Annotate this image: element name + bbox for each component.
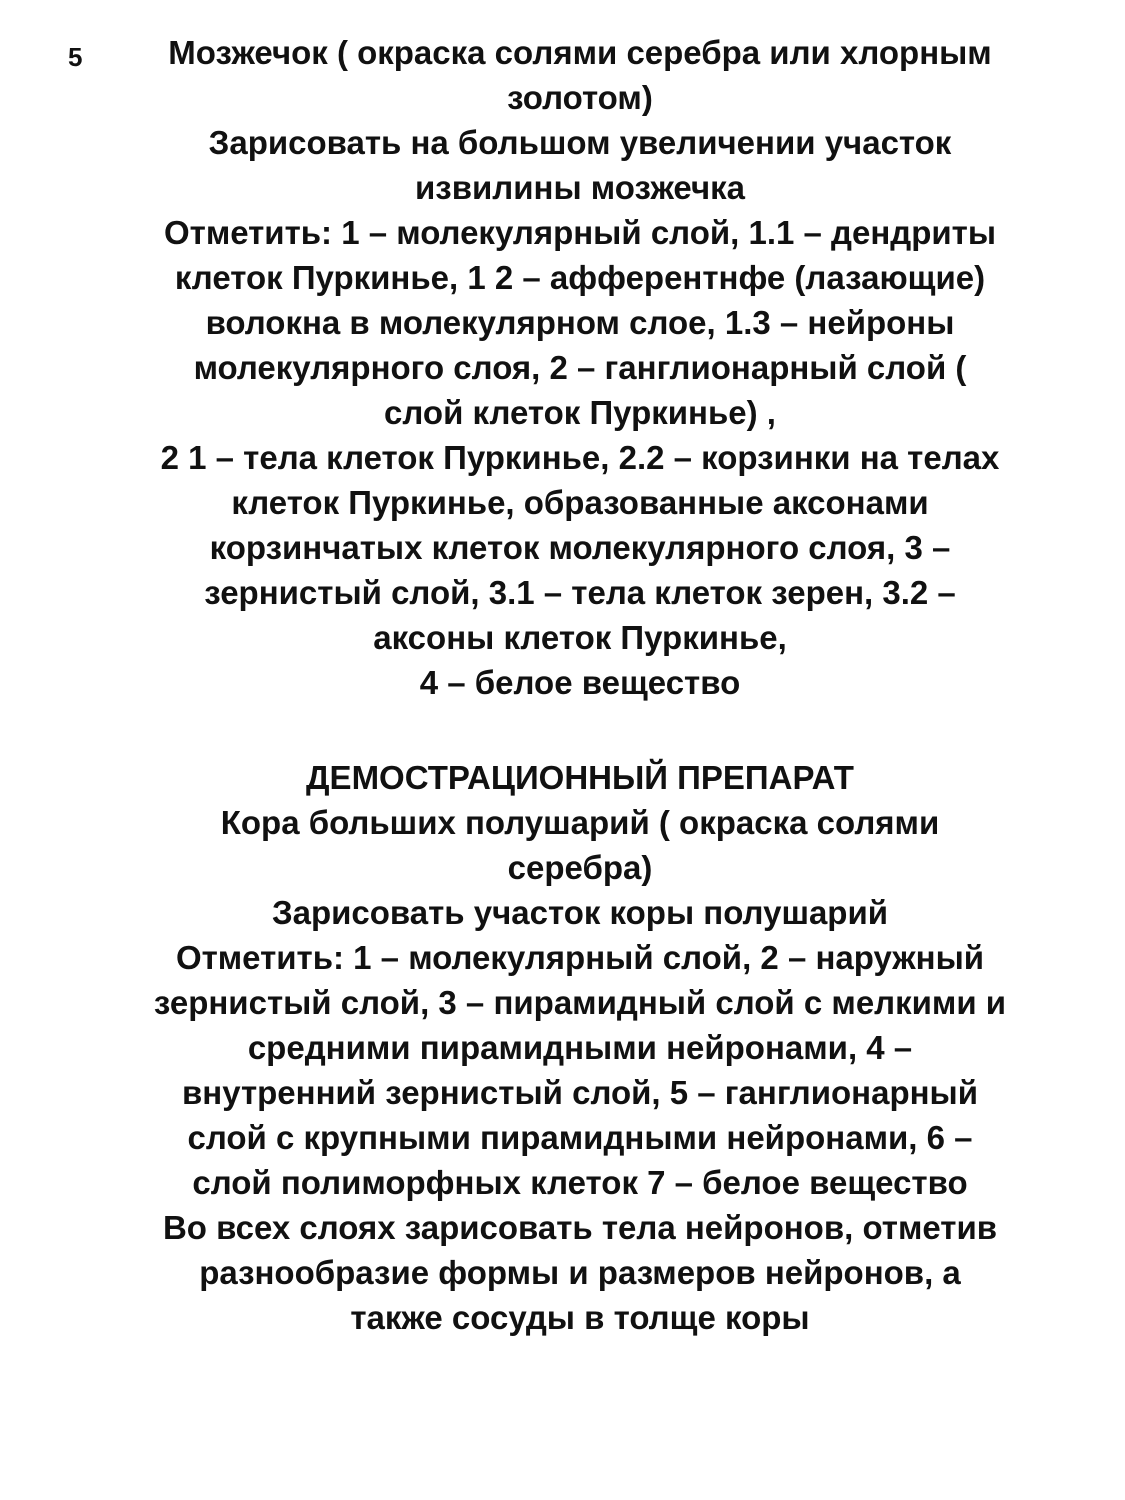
section-1-line: зернистый слой, 3.1 – тела клеток зерен, 3.2 – bbox=[204, 574, 956, 611]
section-1-line: молекулярного слоя, 2 – ганглионарный слой ( bbox=[193, 349, 967, 386]
cortex-section bbox=[80, 755, 1080, 1340]
section-1-line: Зарисовать на большом увеличении участок bbox=[208, 124, 952, 161]
section-2-line: средними пирамидными нейронами, 4 – bbox=[247, 1029, 913, 1066]
section-1-line: клеток Пуркинье, 1 2 – афферентнфе (лазающие) bbox=[174, 259, 986, 296]
section-1-line: аксоны клеток Пуркинье, bbox=[373, 619, 787, 656]
section-1-line: волокна в молекулярном слое, 1.3 – нейроны bbox=[205, 304, 955, 341]
section-1-line: Мозжечок ( окраска солями серебра или хлорным bbox=[168, 34, 992, 71]
section-2-line: внутренний зернистый слой, 5 – ганглионарный bbox=[181, 1074, 978, 1111]
section-2-line: разнообразие формы и размеров нейронов, а bbox=[199, 1254, 961, 1291]
section-2-line: слой полиморфных клеток 7 – белое вещество bbox=[192, 1164, 968, 1201]
section-2-line: Кора больших полушарий ( окраска солями bbox=[220, 804, 940, 841]
section-1-line: Отметить: 1 – молекулярный слой, 1.1 – дендриты bbox=[163, 214, 997, 251]
section-1-line: 4 – белое вещество bbox=[419, 664, 741, 701]
section-1-line: клеток Пуркинье, образованные аксонами bbox=[231, 484, 929, 521]
section-1-line: 2 1 – тела клеток Пуркинье, 2.2 – корзинки на телах bbox=[160, 439, 1000, 476]
section-2-line: также сосуды в толще коры bbox=[350, 1299, 810, 1336]
section-2-line: зернистый слой, 3 – пирамидный слой с мелкими и bbox=[153, 984, 1007, 1021]
section-2-line: слой с крупными пирамидными нейронами, 6 – bbox=[187, 1119, 973, 1156]
section-2-line: Отметить: 1 – молекулярный слой, 2 – наружный bbox=[175, 939, 985, 976]
slide-number: 5 bbox=[68, 42, 83, 72]
section-2-line: Во всех слоях зарисовать тела нейронов, отметив bbox=[162, 1209, 998, 1246]
section-2-line: Зарисовать участок коры полушарий bbox=[271, 894, 889, 931]
section-1-line: корзинчатых клеток молекулярного слоя, 3 – bbox=[209, 529, 951, 566]
cerebellum-section bbox=[80, 30, 1080, 705]
section-1-line: золотом) bbox=[507, 79, 653, 116]
section-2-line: ДЕМОСТРАЦИОННЫЙ ПРЕПАРАТ bbox=[306, 759, 854, 796]
section-1-line: слой клеток Пуркинье) , bbox=[384, 394, 776, 431]
section-2-line: серебра) bbox=[507, 849, 653, 886]
section-1-line: извилины мозжечка bbox=[415, 169, 745, 206]
